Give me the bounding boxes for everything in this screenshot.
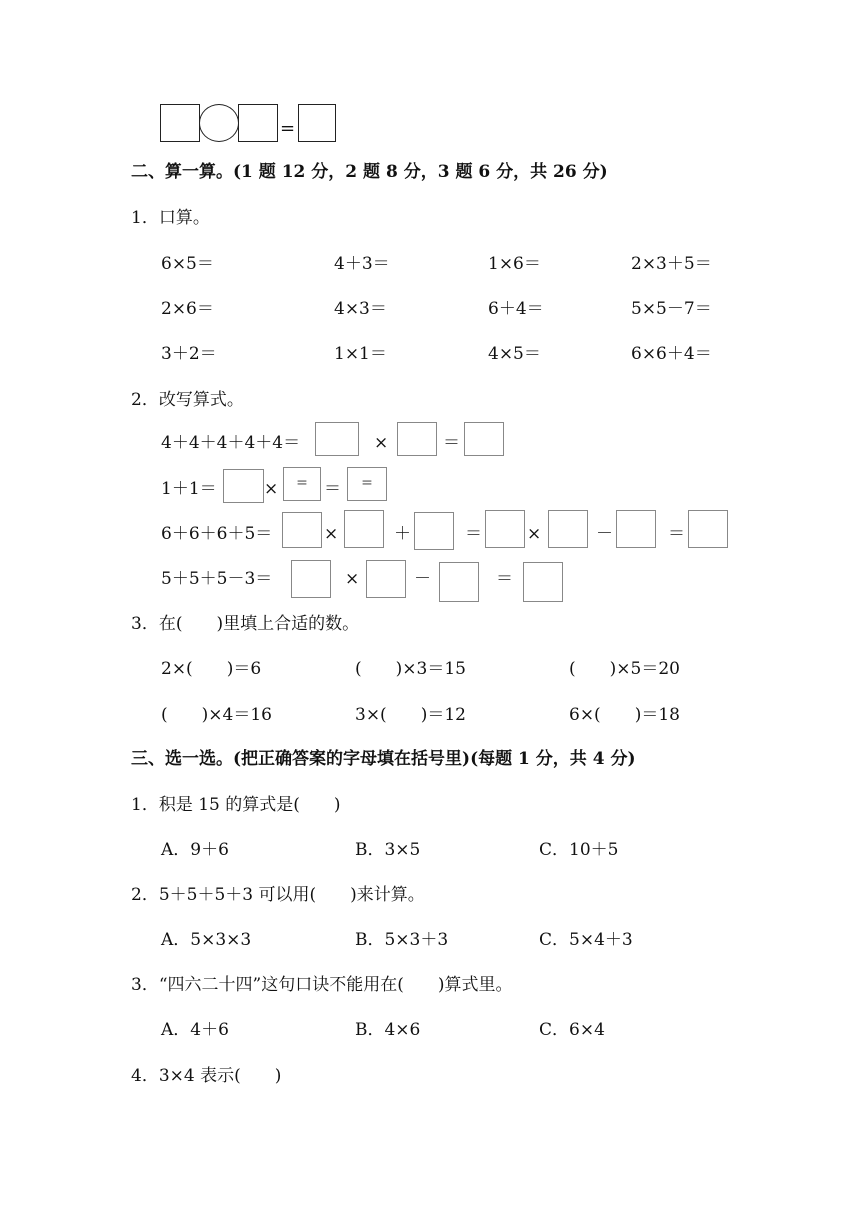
operator-circle[interactable] — [199, 104, 239, 142]
option-b: B．5×3＋3 — [355, 930, 449, 950]
minus-sign: － — [414, 569, 431, 589]
rewrite-expression: 4＋4＋4＋4＋4＝ — [161, 433, 301, 453]
fill-item: ( )×4＝16 — [161, 705, 272, 725]
equals-sign: ＝ — [668, 524, 685, 544]
answer-box[interactable] — [523, 562, 563, 602]
option-c: C．10＋5 — [539, 840, 619, 860]
minus-sign: － — [596, 524, 613, 544]
fill-item: 3×( )＝12 — [355, 705, 466, 725]
box-mark: = — [361, 475, 373, 492]
fill-item: 2×( )＝6 — [161, 659, 262, 679]
calc-item: 4×3＝ — [334, 299, 387, 319]
answer-box[interactable] — [464, 422, 504, 456]
answer-box-1[interactable] — [160, 104, 200, 142]
answer-box[interactable] — [485, 510, 525, 548]
equals-sign: ＝ — [443, 433, 460, 453]
rewrite-expression: 5＋5＋5－3＝ — [161, 569, 273, 589]
answer-box-2[interactable] — [238, 104, 278, 142]
question-stem: 3．“四六二十四”这句口诀不能用在( )算式里。 — [131, 975, 513, 995]
fill-item: 6×( )＝18 — [569, 705, 680, 725]
calc-item: 4＋3＝ — [334, 254, 390, 274]
answer-box[interactable] — [347, 467, 387, 501]
times-sign: × — [527, 524, 542, 544]
answer-box[interactable] — [282, 512, 322, 548]
calc-item: 1×6＝ — [488, 254, 541, 274]
calc-item: 1×1＝ — [334, 344, 387, 364]
section3-heading: 三、选一选。(把正确答案的字母填在括号里)(每题 1 分，共 4 分) — [131, 749, 636, 769]
rewrite-expression: 6＋6＋6＋5＝ — [161, 524, 273, 544]
equals-sign: ＝ — [496, 569, 513, 589]
option-a: A．4＋6 — [161, 1020, 229, 1040]
calc-item: 6＋4＝ — [488, 299, 544, 319]
option-b: B．3×5 — [355, 840, 421, 860]
rewrite-expression: 1＋1＝ — [161, 479, 217, 499]
option-a: A．5×3×3 — [161, 930, 252, 950]
answer-box[interactable] — [344, 510, 384, 548]
times-sign: × — [345, 569, 360, 589]
calc-item: 4×5＝ — [488, 344, 541, 364]
answer-box[interactable] — [414, 512, 454, 550]
calc-item: 5×5－7＝ — [631, 299, 712, 319]
calc-item: 6×6＋4＝ — [631, 344, 712, 364]
answer-box[interactable] — [223, 469, 264, 503]
q1-title: 1．口算。 — [131, 208, 210, 228]
option-c: C．6×4 — [539, 1020, 605, 1040]
times-sign: × — [264, 479, 279, 499]
answer-box[interactable] — [439, 562, 479, 602]
option-a: A．9＋6 — [161, 840, 229, 860]
calc-item: 3＋2＝ — [161, 344, 217, 364]
fill-item: ( )×3＝15 — [355, 659, 466, 679]
answer-box[interactable] — [291, 560, 331, 598]
calc-item: 2×6＝ — [161, 299, 214, 319]
answer-box[interactable] — [283, 467, 321, 501]
answer-box[interactable] — [397, 422, 437, 456]
section2-heading: 二、算一算。(1 题 12 分，2 题 8 分，3 题 6 分，共 26 分) — [131, 162, 608, 182]
times-sign: × — [374, 433, 389, 453]
answer-box-3[interactable] — [298, 104, 336, 142]
equals-sign: = — [280, 118, 296, 139]
option-c: C．5×4＋3 — [539, 930, 633, 950]
plus-sign: ＋ — [394, 524, 411, 544]
question-stem: 1．积是 15 的算式是( ) — [131, 795, 341, 815]
q2-title: 2．改写算式。 — [131, 390, 244, 410]
question-stem: 4．3×4 表示( ) — [131, 1066, 282, 1086]
answer-box[interactable] — [315, 422, 359, 456]
answer-box[interactable] — [548, 510, 588, 548]
question-stem: 2．5＋5＋5＋3 可以用( )来计算。 — [131, 885, 425, 905]
times-sign: × — [324, 524, 339, 544]
answer-box[interactable] — [688, 510, 728, 548]
fill-item: ( )×5＝20 — [569, 659, 680, 679]
equals-sign: ＝ — [324, 479, 341, 499]
calc-item: 2×3＋5＝ — [631, 254, 712, 274]
equals-sign: ＝ — [465, 524, 482, 544]
box-mark: = — [296, 475, 308, 492]
option-b: B．4×6 — [355, 1020, 421, 1040]
answer-box[interactable] — [616, 510, 656, 548]
calc-item: 6×5＝ — [161, 254, 214, 274]
answer-box[interactable] — [366, 560, 406, 598]
q3-title: 3．在( )里填上合适的数。 — [131, 614, 360, 634]
